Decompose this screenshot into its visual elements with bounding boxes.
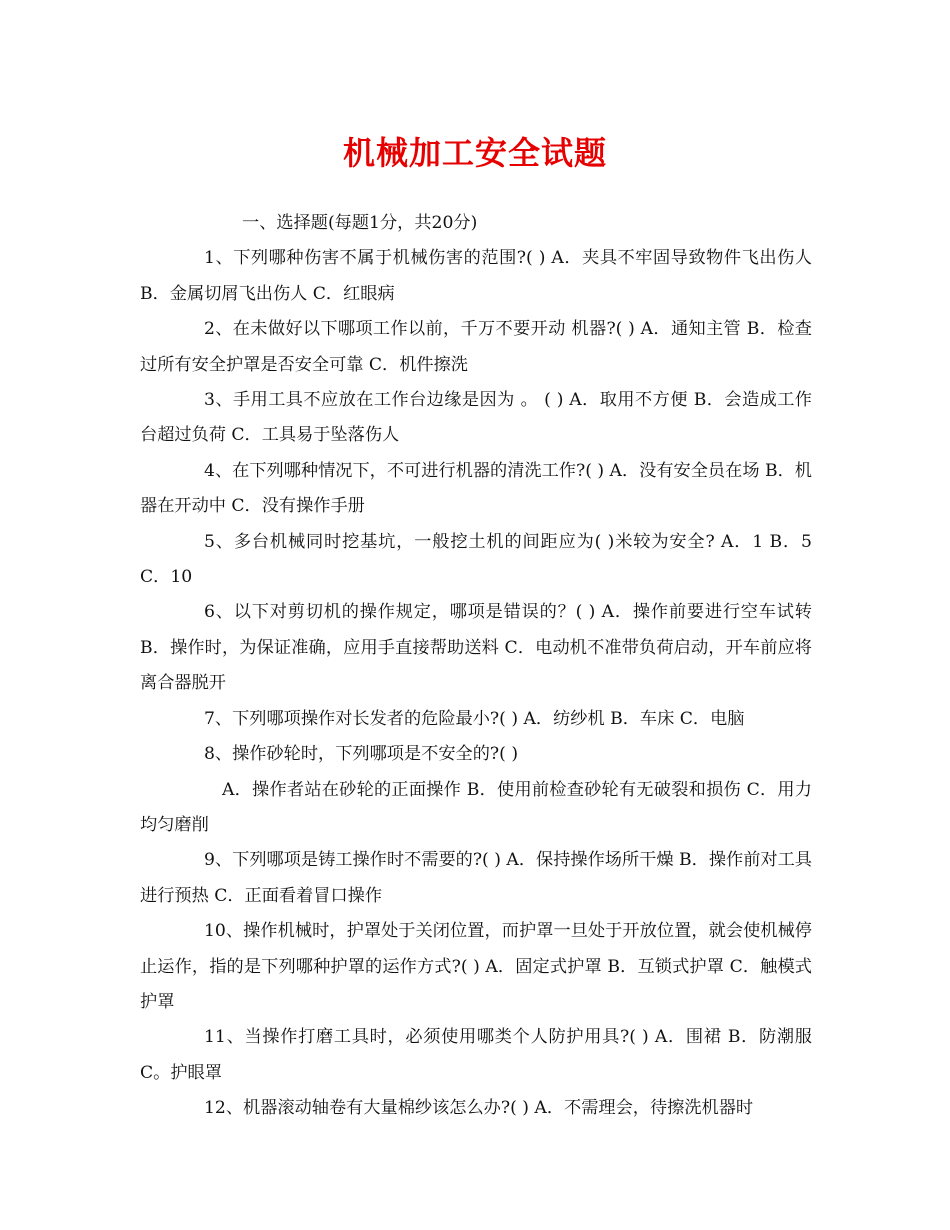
question-8: 8、操作砂轮时，下列哪项是不安全的?( ) [204,744,519,765]
question-11: 11、当操作打磨工具时，必须使用哪类个人防护用具?( ) A．围裙 B．防潮服 C。护眼罩 [140,1027,812,1083]
document-body [140,206,812,1127]
question-5: 5、多台机械同时挖基坑，一般挖土机的间距应为( )米较为安全? A．1 B．5 C．10 [140,531,812,588]
question-12: 12、机器滚动轴卷有大量棉纱该怎么办?( ) A．不需理会，待擦洗机器时 [204,1098,754,1119]
document-title: 机械加工安全试题 [342,134,607,172]
question-1: 1、下列哪种伤害不属于机械伤害的范围?( ) A．夹具不牢固导致物件飞出伤人 B．金属切屑飞出伤人 C．红眼病 [140,248,812,304]
question-3: 3、手用工具不应放在工作台边缘是因为 。 ( ) A．取用不方便 B．会造成工作台超过负荷 C．工具易于坠落伤人 [140,390,812,446]
question-2: 2、在未做好以下哪项工作以前，千万不要开动 机器?( ) A．通知主管 B．检查过所有安全护罩是否安全可靠 C．机件擦洗 [140,319,812,375]
question-7: 7、下列哪项操作对长发者的危险最小?( ) A．纺纱机 B．车床 C．电脑 [204,708,745,729]
section-heading: 一、选择题(每题1分，共20分) [242,213,478,233]
question-10: 10、操作机械时，护罩处于关闭位置，而护罩一旦处于开放位置，就会使机械停止运作，指的是下列哪种护罩的运作方式?( ) A．固定式护罩 B．互锁式护罩 C．触模式护罩 [140,921,812,1012]
question-9: 9、下列哪项是铸工操作时不需要的?( ) A．保持操作场所干燥 B．操作前对工具进行预热 C．正面看着冒口操作 [140,850,812,906]
question-6: 6、以下对剪切机的操作规定，哪项是错误的？( ) A．操作前要进行空车试转 B．操作时，为保证准确，应用手直接帮助送料 C．电动机不准带负荷启动，开车前应将离合器脱开 [140,602,812,694]
question-8-options: A．操作者站在砂轮的正面操作 B．使用前检查砂轮有无破裂和损伤 C．用力均匀磨削 [140,779,812,835]
question-4: 4、在下列哪种情况下，不可进行机器的清洗工作?( ) A．没有安全员在场 B．机器在开动中 C．没有操作手册 [140,460,812,517]
